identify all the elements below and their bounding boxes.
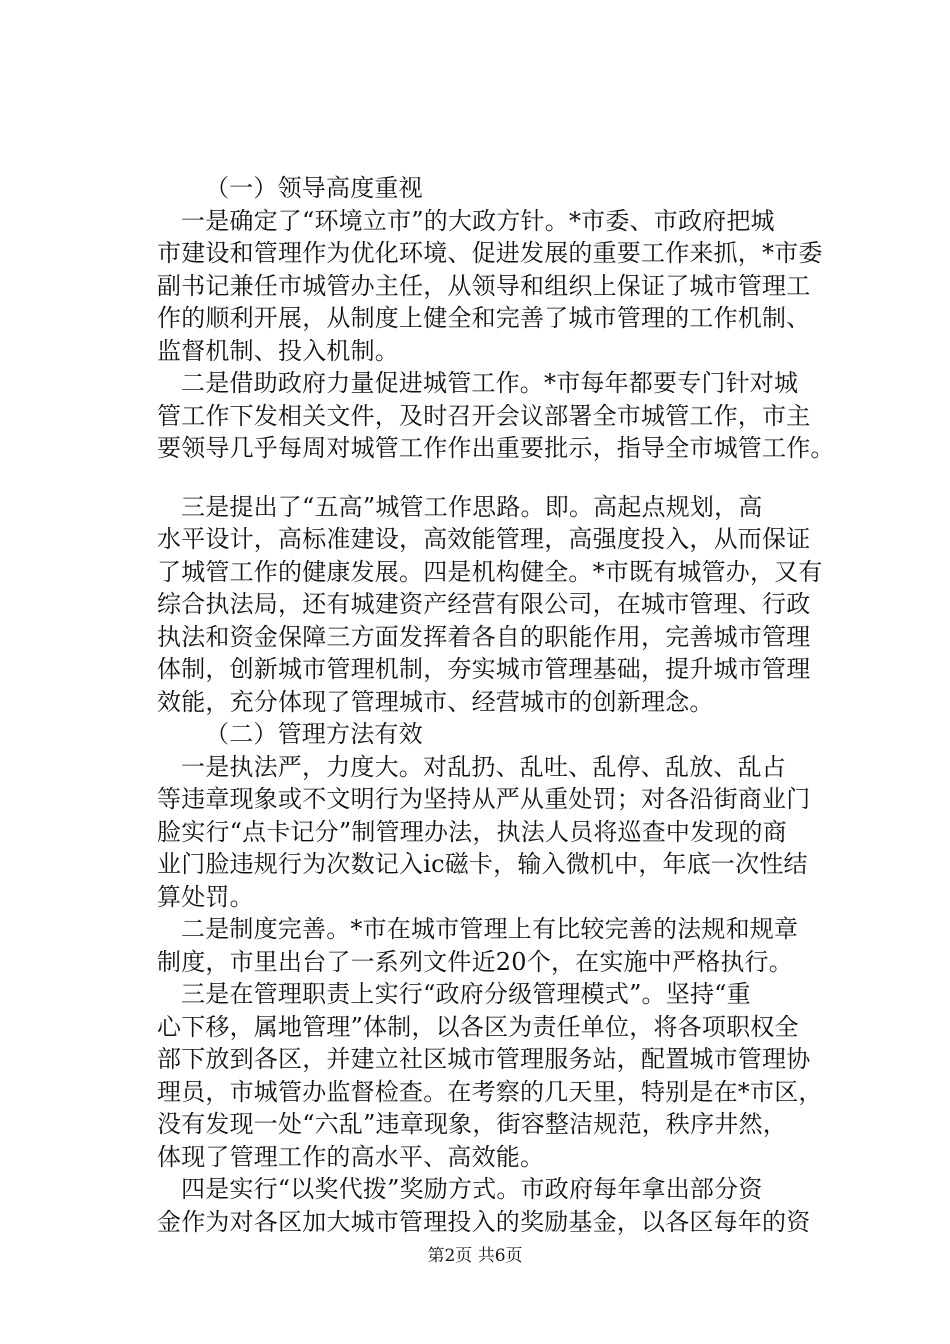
paragraph-line: 心下移，属地管理”体制，以各区为责任单位，将各项职权全 [157, 1012, 799, 1041]
paragraph-line: 四是实行“以奖代拨”奖励方式。市政府每年拿出部分资 [181, 1175, 763, 1203]
paragraph-line: 水平设计，高标准建设，高效能管理，高强度投入，从而保证 [157, 525, 811, 553]
paragraph-line: 算处罚。 [157, 882, 254, 911]
paragraph-line: 等违章现象或不文明行为坚持从严从重处罚；对各沿街商业门 [157, 785, 811, 813]
paragraph-line: 了城管工作的健康发展。四是机构健全。*市既有城管办，又有 [157, 557, 823, 586]
document-body [157, 172, 837, 1238]
paragraph-line: 一是确定了“环境立市”的大政方针。*市委、市政府把城 [181, 206, 775, 235]
paragraph-line: 监督机制、投入机制。 [157, 336, 399, 365]
section-heading-methods: （二）管理方法有效 [205, 720, 423, 748]
paragraph-line: 一是执法严，力度大。对乱扔、乱吐、乱停、乱放、乱占 [181, 752, 786, 781]
paragraph-line: 三是提出了“五高”城管工作思路。即。高起点规划，高 [181, 492, 763, 521]
paragraph-line: 业门脸违规行为次数记入ic磁卡，输入微机中，年底一次性结 [157, 850, 808, 878]
paragraph-line: 管工作下发相关文件，及时召开会议部署全市城管工作，市主 [157, 401, 811, 430]
section-heading-leadership: （一）领导高度重视 [205, 174, 423, 202]
paragraph-line: 体现了管理工作的高水平、高效能。 [157, 1142, 545, 1171]
paragraph-line: 执法和资金保障三方面发挥着各自的职能作用，完善城市管理 [157, 622, 811, 651]
paragraph-gap [157, 465, 837, 491]
paragraph-line: 综合执法局，还有城建资产经营有限公司，在城市管理、行政 [157, 590, 811, 618]
paragraph-line: 金作为对各区加大城市管理投入的奖励基金，以各区每年的资 [157, 1207, 811, 1236]
paragraph-line: 三是在管理职责上实行“政府分级管理模式”。坚持“重 [181, 980, 751, 1008]
paragraph-line: 没有发现一处“六乱”违章现象，街容整洁规范，秩序井然， [157, 1110, 787, 1138]
paragraph-line: 效能，充分体现了管理城市、经营城市的创新理念。 [157, 687, 714, 716]
paragraph-line: 理员，市城管办监督检查。在考察的几天里，特别是在*市区， [157, 1077, 823, 1106]
paragraph-line: 部下放到各区，并建立社区城市管理服务站，配置城市管理协 [157, 1045, 811, 1073]
paragraph-line: 作的顺利开展，从制度上健全和完善了城市管理的工作机制、 [157, 304, 811, 332]
paragraph-line: 二是借助政府力量促进城管工作。*市每年都要专门针对城 [181, 369, 799, 397]
paragraph-line: 脸实行“点卡记分”制管理办法，执法人员将巡查中发现的商 [157, 817, 787, 846]
paragraph-line: 二是制度完善。*市在城市管理上有比较完善的法规和规章 [181, 915, 799, 943]
paragraph-line: 副书记兼任市城管办主任，从领导和组织上保证了城市管理工 [157, 271, 811, 300]
page-footer: 第2页 共6页 [427, 1246, 523, 1266]
paragraph-line: 制度，市里出台了一系列文件近20个，在实施中严格执行。 [157, 947, 793, 976]
paragraph-line: 体制，创新城市管理机制，夯实城市管理基础，提升城市管理 [157, 655, 811, 683]
paragraph-line: 市建设和管理作为优化环境、促进发展的重要工作来抓，*市委 [157, 239, 823, 267]
paragraph-line: 要领导几乎每周对城管工作作出重要批示，指导全市城管工作。 [157, 434, 835, 462]
